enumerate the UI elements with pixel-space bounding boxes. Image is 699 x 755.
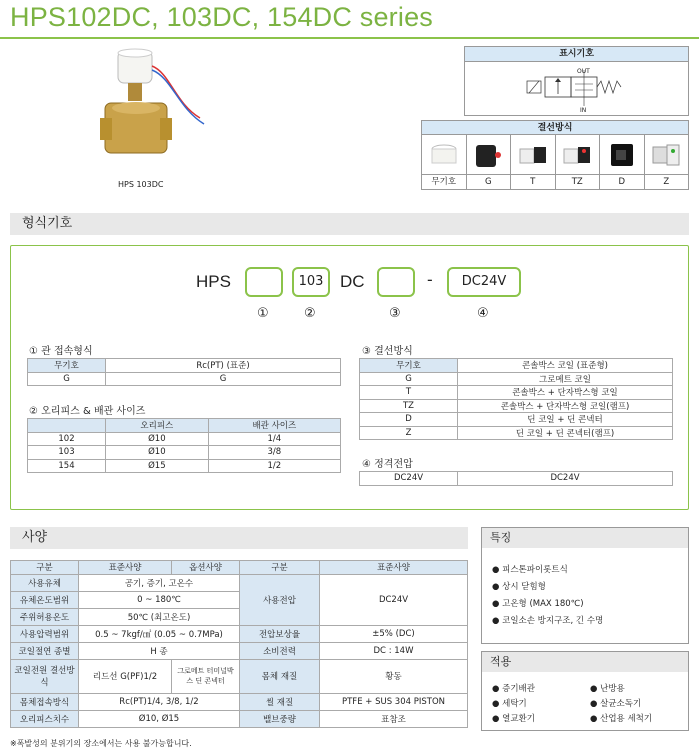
table-cell: 리드선 G(PF)1/2 xyxy=(79,659,172,693)
wiring-label: G xyxy=(467,175,512,189)
table-cell: 그로메트 터미널박스 딘 콘넥터 xyxy=(172,659,240,693)
list-item: ● 상시 닫힘형 xyxy=(492,582,546,592)
table-cell: G xyxy=(106,372,341,386)
application-text: 증기배관 xyxy=(502,684,535,694)
table-cell: D xyxy=(360,413,458,427)
table-cell: 전압보상율 xyxy=(240,625,320,642)
wiring-labels xyxy=(422,175,688,189)
model-slot-2: 103 xyxy=(292,267,330,297)
table-cell: Rc(PT)1/4, 3/8, 1/2 xyxy=(79,693,240,710)
table-cell: 딘 코일 + 딘 콘넥터 xyxy=(458,413,673,427)
table-cell: 오리피스치수 xyxy=(11,710,79,727)
voltage-title: ④ 정격전압 xyxy=(362,459,413,470)
coil-terminal-image xyxy=(511,135,556,174)
table-cell: DC24V xyxy=(360,472,458,486)
list-item: ● 피스톤파이롯트식 xyxy=(492,565,568,575)
table-cell: 구분 xyxy=(11,561,79,575)
table-cell: 103 xyxy=(28,446,106,460)
title-rule xyxy=(0,37,699,39)
table-cell: 옵션사양 xyxy=(172,561,240,575)
table-cell: ±5% (DC) xyxy=(320,625,468,642)
table-cell: Ø10, Ø15 xyxy=(79,710,240,727)
table-cell: 사용유체 xyxy=(11,574,79,591)
symbol-in-label: IN xyxy=(580,107,587,114)
table-cell: Ø10 xyxy=(106,446,209,460)
table-cell: 배관 사이즈 xyxy=(208,419,340,433)
table-cell: 무기호 xyxy=(360,359,458,373)
marker-1: ① xyxy=(257,306,269,321)
table-cell: 콘솔박스 + 단자박스형 코일 xyxy=(458,386,673,400)
table-cell: 50℃ (최고온도) xyxy=(79,608,240,625)
table-cell: G xyxy=(360,372,458,386)
table-cell: 0 ~ 180℃ xyxy=(79,591,240,608)
wiring-method-title: ③ 결선방식 xyxy=(362,346,413,357)
table-cell: Rc(PT) (표준) xyxy=(106,359,341,373)
footnote: ※폭발성의 분위기의 장소에서는 사용 불가능합니다. xyxy=(10,739,192,748)
features-box xyxy=(481,527,689,644)
wiring-images xyxy=(422,135,688,175)
feature-text: 코일소손 방지구조, 긴 수명 xyxy=(502,616,604,626)
table-cell: 몸체접속방식 xyxy=(11,693,79,710)
model-slot-4: DC24V xyxy=(447,267,521,297)
model-section-header: 형식기호 xyxy=(10,213,689,235)
table-cell: 1/4 xyxy=(208,432,340,446)
table-cell: T xyxy=(360,386,458,400)
table-cell: 오리피스 xyxy=(106,419,209,433)
table-cell: 3/8 xyxy=(208,446,340,460)
spec-section-header: 사양 xyxy=(10,527,468,549)
orifice-title: ② 오리피스 & 배관 사이즈 xyxy=(29,406,146,417)
model-box xyxy=(10,245,689,510)
table-cell: 표준사양 xyxy=(320,561,468,575)
table-cell: 콘솔박스 코일 (표준형) xyxy=(458,359,673,373)
list-item: ● 증기배관 xyxy=(492,684,535,694)
model-mid: DC xyxy=(340,272,365,291)
table-cell: Ø15 xyxy=(106,459,209,473)
table-cell: 유체온도범위 xyxy=(11,591,79,608)
table-cell: 공기, 증기, 고온수 xyxy=(79,574,240,591)
table-cell: G xyxy=(28,372,106,386)
table-cell: 구분 xyxy=(240,561,320,575)
wiring-label: D xyxy=(600,175,645,189)
model-slot-3 xyxy=(377,267,415,297)
application-text: 열교환기 xyxy=(502,714,535,724)
table-cell: 콘솔박스 + 단자박스형 코일(램프) xyxy=(458,399,673,413)
coil-standard-image xyxy=(422,135,467,174)
orifice-table xyxy=(27,418,341,473)
spec-table xyxy=(10,560,468,728)
application-text: 산업용 세척기 xyxy=(600,714,653,724)
table-cell: 주위허용온도 xyxy=(11,608,79,625)
application-text: 살균소독기 xyxy=(600,699,642,709)
coil-din-image xyxy=(600,135,645,174)
table-cell: 사용압력범위 xyxy=(11,625,79,642)
feature-text: 고온형 (MAX 180℃) xyxy=(502,599,584,609)
coil-grommet-image xyxy=(467,135,512,174)
table-cell: DC24V xyxy=(458,472,673,486)
applications-list xyxy=(482,672,688,727)
features-header: 특징 xyxy=(482,528,688,548)
list-item: ● 난방용 xyxy=(590,684,625,694)
table-cell: 씰 재질 xyxy=(240,693,320,710)
table-cell: 154 xyxy=(28,459,106,473)
page-title: HPS102DC, 103DC, 154DC series xyxy=(10,2,433,32)
symbol-out-label: OUT xyxy=(577,68,590,75)
list-item: ● 열교환기 xyxy=(492,714,535,724)
table-cell: Ø10 xyxy=(106,432,209,446)
wiring-label: 무기호 xyxy=(422,175,467,189)
product-image xyxy=(100,48,210,166)
table-cell: 코일전원 결선방식 xyxy=(11,659,79,693)
marker-2: ② xyxy=(304,306,316,321)
model-dash: - xyxy=(427,270,433,289)
symbol-box xyxy=(464,46,689,116)
table-cell: 그로메트 코일 xyxy=(458,372,673,386)
table-cell: 밸브중량 xyxy=(240,710,320,727)
table-cell: PTFE + SUS 304 PISTON xyxy=(320,693,468,710)
wiring-box xyxy=(421,120,689,190)
feature-text: 상시 닫힘형 xyxy=(502,582,546,592)
table-cell: 딘 코일 + 딘 콘넥터(램프) xyxy=(458,426,673,440)
wiring-method-table xyxy=(359,358,673,440)
table-cell: DC24V xyxy=(320,574,468,625)
table-cell xyxy=(28,419,106,433)
voltage-table xyxy=(359,471,673,486)
table-cell: TZ xyxy=(360,399,458,413)
table-cell: 황동 xyxy=(320,659,468,693)
table-cell: DC : 14W xyxy=(320,642,468,659)
applications-header: 적용 xyxy=(482,652,688,672)
marker-3: ③ xyxy=(389,306,401,321)
list-item: ● 코일소손 방지구조, 긴 수명 xyxy=(492,616,604,626)
table-cell: 무기호 xyxy=(28,359,106,373)
wiring-label: Z xyxy=(663,177,670,187)
list-item: ● 세탁기 xyxy=(492,699,527,709)
wiring-header: 결선방식 xyxy=(422,121,688,135)
features-list xyxy=(482,548,688,630)
list-item: ● 고온형 (MAX 180℃) xyxy=(492,599,584,609)
table-cell: 0.5 ~ 7kgf/㎠ (0.05 ~ 0.7MPa) xyxy=(79,625,240,642)
application-text: 난방용 xyxy=(600,684,625,694)
table-cell: 표준사양 xyxy=(79,561,172,575)
table-cell: 102 xyxy=(28,432,106,446)
table-cell: 사용전압 xyxy=(240,574,320,625)
applications-box xyxy=(481,651,689,731)
coil-terminal-lamp-image xyxy=(556,135,601,174)
wiring-label: TZ xyxy=(556,175,601,189)
application-text: 세탁기 xyxy=(502,699,527,709)
product-caption: HPS 103DC xyxy=(118,180,164,189)
table-cell: 코일절연 종별 xyxy=(11,642,79,659)
model-prefix: HPS xyxy=(196,272,231,291)
table-cell: 1/2 xyxy=(208,459,340,473)
model-slot-1 xyxy=(245,267,283,297)
list-item: ● 산업용 세척기 xyxy=(590,714,653,724)
pipe-conn-title: ① 관 접속형식 xyxy=(29,346,93,357)
table-cell: Z xyxy=(360,426,458,440)
list-item: ● 살균소독기 xyxy=(590,699,642,709)
marker-4: ④ xyxy=(477,306,489,321)
symbol-header: 표시기호 xyxy=(465,47,688,62)
coil-din-lamp-image xyxy=(645,135,689,174)
table-cell: 소비전력 xyxy=(240,642,320,659)
feature-text: 피스톤파이롯트식 xyxy=(502,565,568,575)
table-cell: 몸체 재질 xyxy=(240,659,320,693)
pipe-conn-table xyxy=(27,358,341,386)
wiring-label: T xyxy=(511,175,556,189)
table-cell: H 종 xyxy=(79,642,240,659)
table-cell: 표참조 xyxy=(320,710,468,727)
